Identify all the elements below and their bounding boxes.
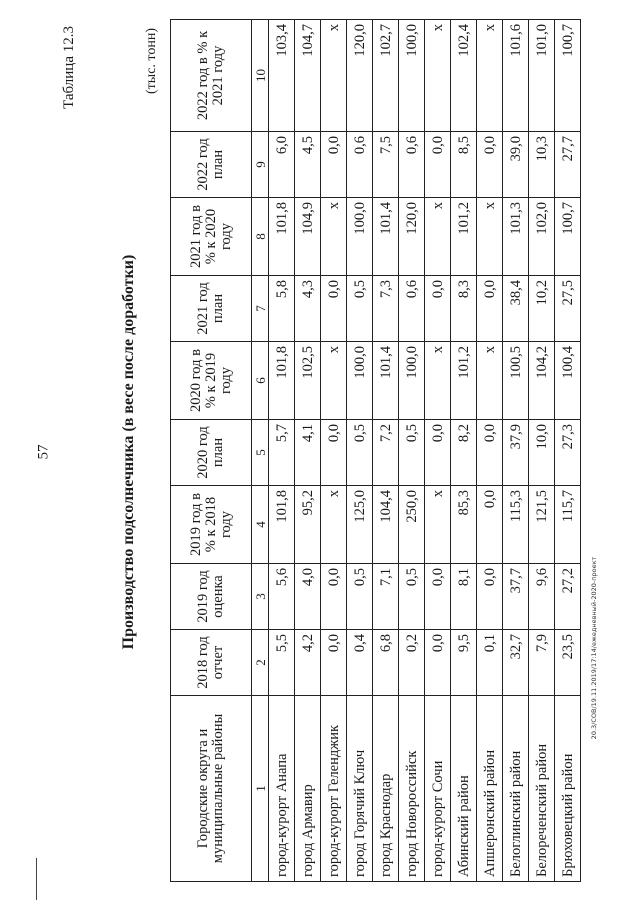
table-row [399,20,425,882]
value-cell: 9,5 [451,630,477,696]
table-row [347,20,373,882]
value-cell: 0,4 [347,630,373,696]
row-name-cell: город Новороссийск [399,696,425,882]
row-name-cell: город-курорт Геленджик [321,696,347,882]
table-row [529,20,555,882]
value-cell: 100,0 [347,198,373,276]
table-row [321,20,347,882]
value-cell: 100,0 [399,342,425,420]
value-cell: 8,1 [451,564,477,630]
table-header-row [171,20,252,882]
value-cell: 250,0 [399,486,425,564]
row-name-cell: Апшеронский район [477,696,503,882]
row-name-cell: Брюховецкий район [555,696,581,882]
value-cell: 0,0 [425,564,451,630]
column-number: 4 [252,486,269,564]
column-header: 2022 год план [171,132,252,198]
value-cell: 23,5 [555,630,581,696]
value-cell: 101,6 [503,20,529,132]
column-number: 3 [252,564,269,630]
value-cell: 7,9 [529,630,555,696]
footer-note: 20.3/СОВ/19.11.2019/17:14/ежедневный-2020-проект [590,556,598,740]
value-cell: 0,0 [321,630,347,696]
value-cell: 7,5 [373,132,399,198]
value-cell: 9,6 [529,564,555,630]
value-cell: 0,0 [425,132,451,198]
value-cell: 0,6 [347,132,373,198]
value-cell: 120,0 [399,198,425,276]
value-cell: 27,7 [555,132,581,198]
value-cell: x [425,342,451,420]
value-cell: 8,5 [451,132,477,198]
value-cell: 103,4 [269,20,295,132]
column-number-row [252,20,269,882]
column-header: Городские округа и муниципальные районы [171,696,252,882]
value-cell: 101,8 [269,198,295,276]
value-cell: 0,0 [321,276,347,342]
column-number: 6 [252,342,269,420]
table-row [555,20,581,882]
rotated-page-content [20,12,620,892]
value-cell: 101,8 [269,342,295,420]
value-cell: 100,4 [555,342,581,420]
value-cell: 27,3 [555,420,581,486]
value-cell: 4,1 [295,420,321,486]
column-number: 2 [252,630,269,696]
table-row [477,20,503,882]
value-cell: 104,2 [529,342,555,420]
value-cell: 0,6 [399,276,425,342]
column-header: 2022 год в % к 2021 году [171,20,252,132]
value-cell: 27,2 [555,564,581,630]
value-cell: 0,0 [425,420,451,486]
value-cell: 102,5 [295,342,321,420]
value-cell: 0,0 [425,630,451,696]
value-cell: 0,0 [477,564,503,630]
value-cell: x [321,342,347,420]
row-name-cell: город Горячий Ключ [347,696,373,882]
column-number: 1 [252,696,269,882]
value-cell: 101,2 [451,342,477,420]
value-cell: 5,7 [269,420,295,486]
row-name-cell: Белоглинский район [503,696,529,882]
value-cell: 102,7 [373,20,399,132]
value-cell: 121,5 [529,486,555,564]
value-cell: 4,5 [295,132,321,198]
value-cell: 101,3 [503,198,529,276]
value-cell: 101,2 [451,198,477,276]
value-cell: 0,6 [399,132,425,198]
value-cell: x [321,198,347,276]
value-cell: 0,0 [425,276,451,342]
value-cell: 0,0 [477,132,503,198]
value-cell: x [321,486,347,564]
value-cell: x [425,198,451,276]
value-cell: 102,0 [529,198,555,276]
column-header: 2021 год план [171,276,252,342]
value-cell: 10,0 [529,420,555,486]
value-cell: 100,0 [347,342,373,420]
value-cell: 0,5 [347,420,373,486]
table-row [503,20,529,882]
value-cell: 85,3 [451,486,477,564]
value-cell: 4,0 [295,564,321,630]
value-cell: 7,3 [373,276,399,342]
row-name-cell: Абинский район [451,696,477,882]
column-number: 8 [252,198,269,276]
value-cell: x [321,20,347,132]
value-cell: x [477,342,503,420]
value-cell: 0,0 [477,486,503,564]
value-cell: 32,7 [503,630,529,696]
value-cell: 0,1 [477,630,503,696]
value-cell: 5,8 [269,276,295,342]
value-cell: 10,3 [529,132,555,198]
value-cell: 7,1 [373,564,399,630]
value-cell: 0,0 [321,132,347,198]
value-cell: x [425,20,451,132]
table-row [425,20,451,882]
value-cell: 8,2 [451,420,477,486]
value-cell: 27,5 [555,276,581,342]
value-cell: 115,3 [503,486,529,564]
value-cell: 104,4 [373,486,399,564]
value-cell: x [477,20,503,132]
value-cell: 0,2 [399,630,425,696]
value-cell: 0,5 [347,276,373,342]
value-cell: 0,5 [399,420,425,486]
row-name-cell: город-курорт Анапа [269,696,295,882]
value-cell: 5,6 [269,564,295,630]
scan-artifact-line [36,858,37,900]
value-cell: x [425,486,451,564]
row-name-cell: Белореченский район [529,696,555,882]
column-header: 2020 год план [171,420,252,486]
column-number: 9 [252,132,269,198]
column-header: 2020 год в % к 2019 году [171,342,252,420]
value-cell: 115,7 [555,486,581,564]
value-cell: 0,0 [477,420,503,486]
value-cell: 5,5 [269,630,295,696]
row-name-cell: город Армавир [295,696,321,882]
value-cell: 37,9 [503,420,529,486]
value-cell: 0,0 [321,564,347,630]
value-cell: 95,2 [295,486,321,564]
column-header: 2019 год оценка [171,564,252,630]
column-number: 5 [252,420,269,486]
column-number: 10 [252,20,269,132]
value-cell: 8,3 [451,276,477,342]
value-cell: 0,0 [477,276,503,342]
value-cell: 120,0 [347,20,373,132]
column-number: 7 [252,276,269,342]
value-cell: 6,0 [269,132,295,198]
value-cell: 0,5 [399,564,425,630]
value-cell: 125,0 [347,486,373,564]
document-title: Производство подсолнечника (в весе после доработки) [120,254,137,650]
value-cell: 0,5 [347,564,373,630]
value-cell: 38,4 [503,276,529,342]
value-cell: 100,7 [555,20,581,132]
table-row [373,20,399,882]
value-cell: 101,4 [373,342,399,420]
value-cell: 100,5 [503,342,529,420]
row-name-cell: город Краснодар [373,696,399,882]
value-cell: 4,3 [295,276,321,342]
value-cell: 104,9 [295,198,321,276]
value-cell: 39,0 [503,132,529,198]
value-cell: 100,0 [399,20,425,132]
unit-label: (тыс. тонн) [144,28,159,94]
value-cell: 104,7 [295,20,321,132]
value-cell: 101,8 [269,486,295,564]
value-cell: 7,2 [373,420,399,486]
value-cell: 101,4 [373,198,399,276]
value-cell: 100,7 [555,198,581,276]
value-cell: 6,8 [373,630,399,696]
row-name-cell: город-курорт Сочи [425,696,451,882]
value-cell: 0,0 [321,420,347,486]
table-row [451,20,477,882]
value-cell: 37,7 [503,564,529,630]
table-row [295,20,321,882]
production-table [170,19,581,882]
page-number: 57 [35,444,52,460]
table-row [269,20,295,882]
value-cell: 4,2 [295,630,321,696]
column-header: 2021 год в % к 2020 году [171,198,252,276]
column-header: 2018 год отчет [171,630,252,696]
value-cell: 10,2 [529,276,555,342]
value-cell: 101,0 [529,20,555,132]
value-cell: 102,4 [451,20,477,132]
table-label: Таблица 12.3 [61,26,77,109]
value-cell: x [477,198,503,276]
column-header: 2019 год в % к 2018 году [171,486,252,564]
table-body [269,20,581,882]
